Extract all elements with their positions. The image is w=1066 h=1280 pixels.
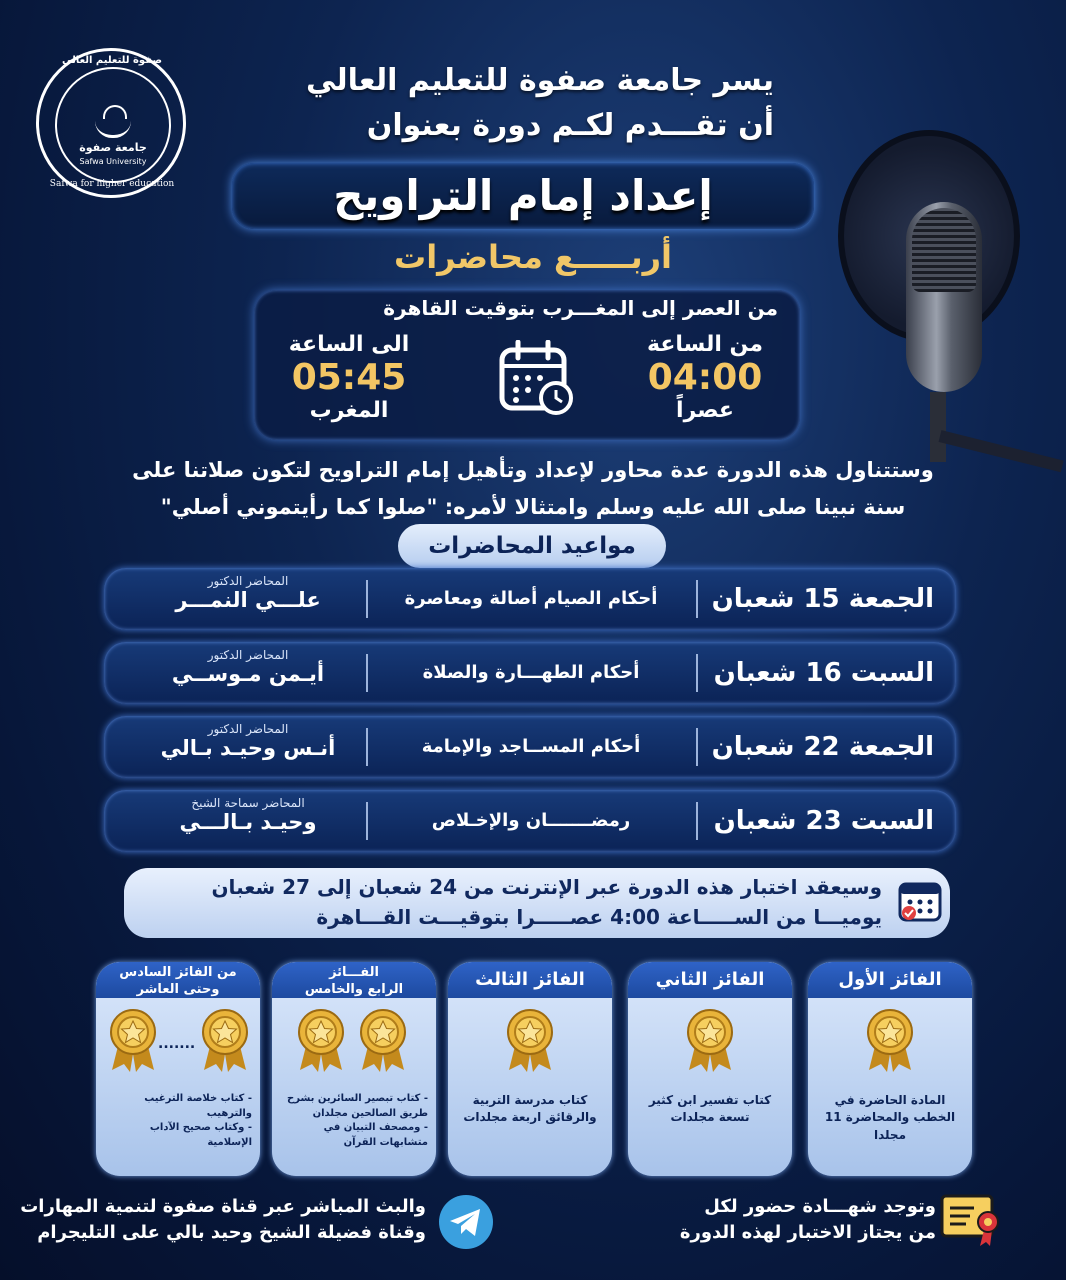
certificate-note <box>680 1194 936 1246</box>
certificate-line-1: وتوجد شهـــادة حضور لكل <box>704 1196 936 1217</box>
start-note: عصراً <box>676 398 734 424</box>
logo-ar-name: جامعة صفوة <box>79 141 147 154</box>
intro-text <box>306 58 774 148</box>
logo-ring-bottom: Safwa for higher education <box>49 179 175 189</box>
calendar-clock-icon <box>498 340 576 416</box>
microphone-grille-decoration <box>912 208 976 292</box>
prize-text-line-1: - كتاب تبصير السائرين بشرح طريق الصالحين مجلدان <box>287 1093 428 1119</box>
time-panel-heading: من العصر إلى المغـــرب بتوقيت القاهرة <box>383 296 778 320</box>
logo-ring-top: صفوة للتعليم العالي <box>61 55 163 66</box>
lecture-row <box>104 568 956 630</box>
lecturer-role: المحاضر الدكتور <box>207 574 289 588</box>
description-line-2: سنة نبينا صلى الله عليه وسلم وامتثالا لأمره: "صلوا كما رأيتموني أصلي" <box>160 494 906 519</box>
prize-header-line-2: الرابع والخامس <box>304 982 404 997</box>
lecturer-name: أنـس وحيـد بـالي <box>160 736 336 760</box>
book-icon <box>95 121 131 138</box>
end-note: المغرب <box>309 398 389 424</box>
lecturer-role: المحاضر الدكتور <box>207 722 289 736</box>
divider <box>696 802 698 840</box>
prize-card-4-5 <box>272 962 436 1176</box>
mic-arm-decoration <box>939 430 1064 472</box>
time-panel <box>254 290 800 440</box>
prize-text: المادة الحاضرة في الخطب والمحاضرة 11 مجلدا <box>824 1093 956 1142</box>
course-title: إعداد إمام التراويح <box>232 163 814 229</box>
prize-text-line-2: - وكتاب صحيح الآداب الإسلامية <box>149 1122 252 1148</box>
divider <box>696 654 698 692</box>
course-subtitle: أربـــــع محاضرات <box>394 238 672 276</box>
prize-header <box>96 962 260 998</box>
divider <box>696 728 698 766</box>
exam-line-2: يوميـــا من الســـــاعة 4:00 عصـــــرا بتوقيـــت القـــاهرة <box>316 905 882 929</box>
divider <box>366 654 368 692</box>
prize-header <box>272 962 436 998</box>
calendar-check-icon <box>898 878 942 924</box>
medal-icon <box>687 1008 733 1072</box>
medals <box>96 1008 260 1086</box>
ellipsis: ....... <box>158 1036 196 1052</box>
prize-card-3 <box>448 962 612 1176</box>
divider <box>366 580 368 618</box>
lecturer-name: أيـمن مـوســي <box>171 662 325 686</box>
lecture-date: السبت 23 شعبان <box>713 806 934 836</box>
prize-card-2 <box>628 962 792 1176</box>
prize-text: كتاب مدرسة التربية والرقائق اربعة مجلدات <box>463 1093 597 1125</box>
broadcast-line-1: والبث المباشر عبر قناة صفوة لتنمية المهارات <box>20 1196 426 1217</box>
logo-en-name: Safwa University <box>79 157 147 166</box>
prize-text-line-2: - ومصحف التبيان في متشابهات القرآن <box>323 1122 428 1148</box>
end-time: 05:45 <box>291 357 407 398</box>
prize-header: الفائز الثاني <box>628 962 792 998</box>
lecturer <box>138 648 358 686</box>
end-label: الى الساعة <box>288 332 410 357</box>
lecture-topic: رمضـــــــان والإخـلاص <box>431 810 631 831</box>
medals <box>808 1008 972 1086</box>
lecture-date: الجمعة 15 شعبان <box>711 584 934 614</box>
prize-header: الفائز الأول <box>808 962 972 998</box>
lecture-topic: أحكام المســاجد والإمامة <box>421 736 641 757</box>
certificate-line-2: من يجتاز الاختبار لهذه الدورة <box>679 1222 936 1244</box>
medal-icon <box>360 1008 406 1072</box>
medals <box>628 1008 792 1086</box>
lecturer <box>138 574 358 612</box>
lecture-date: السبت 16 شعبان <box>713 658 934 688</box>
lecture-row <box>104 716 956 778</box>
broadcast-line-2: وقناة فضيلة الشيخ وحيد بالي على التليجرام <box>37 1222 426 1244</box>
intro-line-1: يسر جامعة صفوة للتعليم العالي <box>306 63 774 98</box>
prize-header-line-1: من الفائز السادس <box>119 965 237 980</box>
sun-icon <box>103 105 127 119</box>
course-description <box>110 452 956 526</box>
medal-icon <box>298 1008 344 1072</box>
prize-text: كتاب تفسير ابن كثير تسعة مجلدات <box>648 1093 772 1125</box>
lectures-title: مواعيد المحاضرات <box>398 524 666 568</box>
lecture-topic: أحكام الصيام أصالة ومعاصرة <box>404 588 658 609</box>
prize-text-line-1: - كتاب خلاصة الترغيب والترهيب <box>144 1093 252 1119</box>
university-logo <box>36 48 186 198</box>
divider <box>366 802 368 840</box>
medal-icon <box>867 1008 913 1072</box>
lecturer <box>138 722 358 760</box>
medals <box>448 1008 612 1086</box>
lecturer-name: علـــي النمـــر <box>175 588 321 612</box>
intro-line-2: أن تقـــدم لكـم دورة بعنوان <box>366 108 774 143</box>
certificate-icon <box>940 1192 1006 1248</box>
lecture-row <box>104 790 956 852</box>
prize-header-line-2: وحتى العاشر <box>136 982 220 997</box>
lecture-row <box>104 642 956 704</box>
exam-line-1: وسيعقد اختبار هذه الدورة عبر الإنترنت من 24 شعبان إلى 27 شعبان <box>211 875 882 899</box>
start-time: 04:00 <box>647 357 763 398</box>
medal-icon <box>110 1008 156 1072</box>
prize-header-line-1: الفـــائز <box>329 965 379 980</box>
lecturer-name: وحيـد بـالـــي <box>179 810 317 834</box>
lecturer-role: المحاضر سماحة الشيخ <box>191 796 305 810</box>
broadcast-note <box>20 1194 426 1246</box>
description-line-1: وستتناول هذه الدورة عدة محاور لإعداد وتأهيل إمام التراويح لتكون صلاتنا على <box>132 458 934 482</box>
medal-icon <box>507 1008 553 1072</box>
divider <box>366 728 368 766</box>
start-time-block <box>630 332 780 423</box>
end-time-block <box>274 332 424 423</box>
lecturer-role: المحاضر الدكتور <box>207 648 289 662</box>
exam-info <box>124 868 950 938</box>
medals <box>272 1008 436 1086</box>
logo-inner-circle <box>55 67 171 183</box>
prize-text <box>272 1086 436 1150</box>
prize-card-1 <box>808 962 972 1176</box>
start-label: من الساعة <box>647 332 763 357</box>
prize-card-6-10 <box>96 962 260 1176</box>
prize-text <box>96 1086 260 1150</box>
lecture-topic: أحكام الطهـــارة والصلاة <box>422 662 640 683</box>
prize-header: الفائز الثالث <box>448 962 612 998</box>
lecture-date: الجمعة 22 شعبان <box>711 732 934 762</box>
divider <box>696 580 698 618</box>
telegram-icon[interactable] <box>438 1194 494 1250</box>
medal-icon <box>202 1008 248 1072</box>
lecturer <box>138 796 358 834</box>
exam-text <box>162 872 882 932</box>
